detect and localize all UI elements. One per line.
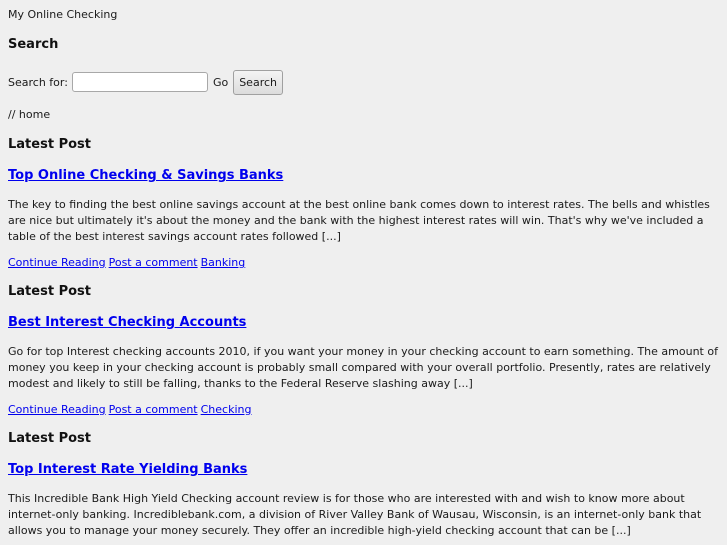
post-title-link[interactable]: Top Online Checking & Savings Banks [8,168,284,183]
go-label: Go [212,75,229,89]
search-form [8,70,283,94]
site-title: My Online Checking [8,8,118,21]
search-input[interactable] [72,72,208,92]
post-meta [8,403,254,416]
continue-reading-link[interactable]: Continue Reading [8,403,106,416]
post-title-link[interactable]: Top Interest Rate Yielding Banks [8,462,248,477]
post-comment-link[interactable]: Post a comment [108,403,198,416]
post-heading: Latest Post [8,137,91,152]
post-title-link[interactable]: Best Interest Checking Accounts [8,315,247,330]
post-comment-link[interactable]: Post a comment [108,256,198,269]
post-heading: Latest Post [8,284,91,299]
search-button[interactable]: Search [233,70,283,95]
search-label: Search for: [8,75,68,89]
post-excerpt: Go for top Interest checking accounts 2010, if you want your money in your checking account to earn something. The amount of money you keep in your checking account is probably small compared with your overall portfolio. Presently, rates are relatively modest and likely to still be falling, thanks to the Federal Reserve slashing away [...] [8,345,718,390]
category-link[interactable]: Checking [200,403,252,416]
post-meta [8,256,248,269]
category-link[interactable]: Banking [200,256,246,269]
breadcrumb: // home [8,108,51,121]
post-heading: Latest Post [8,431,91,446]
post-excerpt: This Incredible Bank High Yield Checking account review is for those who are interested with and wish to know more about internet-only banking. Incrediblebank.com, a division of River Valley Bank of Wausau, Wisconsin, is an internet-only bank that allows you to manage your money securely. They offer an incredible high-yield checking account that can be [...] [8,492,702,537]
continue-reading-link[interactable]: Continue Reading [8,256,106,269]
search-heading: Search [8,37,59,52]
post-excerpt: The key to finding the best online savings account at the best online bank comes down to interest rates. The bells and whistles are nice but ultimately it's about the money and the bank with the highest interest rates will win. That's why we've included a table of the best interest savings account rates followed [...] [8,198,710,243]
